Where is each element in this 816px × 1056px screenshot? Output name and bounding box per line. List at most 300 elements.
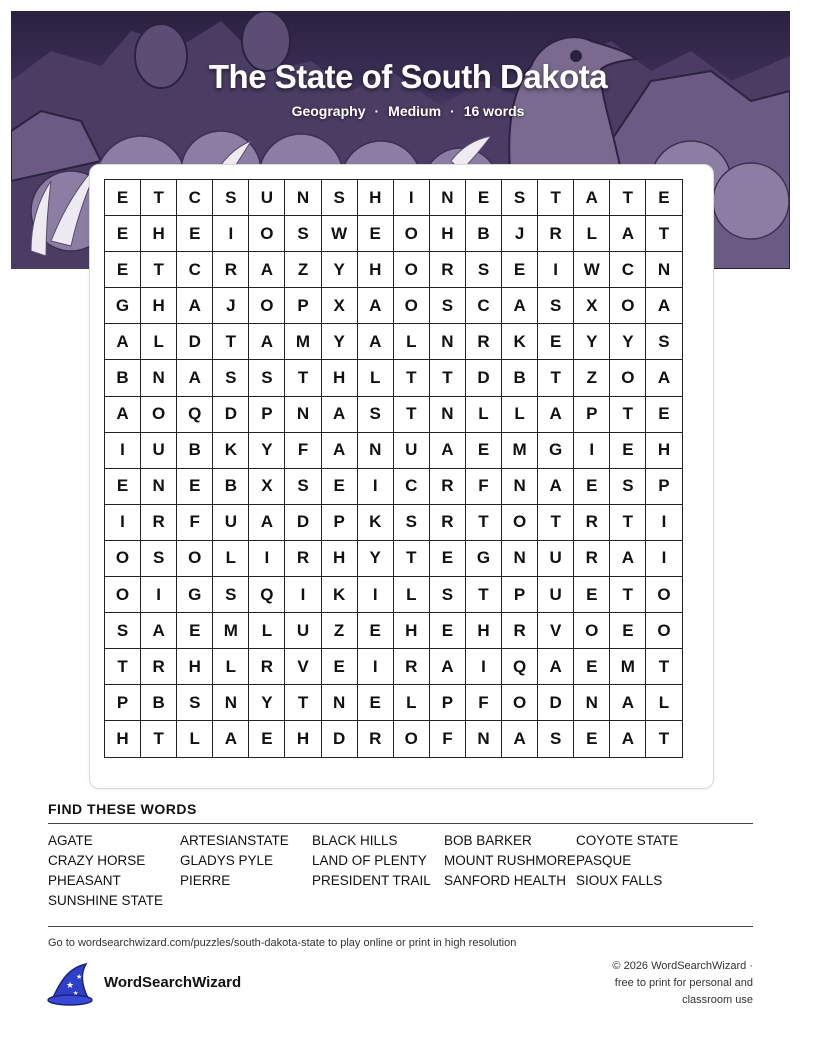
- grid-row: [105, 540, 683, 576]
- grid-cell[interactable]: S: [249, 360, 285, 396]
- grid-row: [105, 288, 683, 324]
- grid-row: [105, 252, 683, 288]
- word-list-item: GLADYS PYLE: [180, 853, 274, 868]
- grid-cell[interactable]: K: [213, 432, 249, 468]
- grid-cell[interactable]: F: [177, 504, 213, 540]
- grid-cell[interactable]: A: [502, 721, 538, 757]
- grid-cell[interactable]: U: [393, 432, 429, 468]
- grid-cell[interactable]: S: [538, 288, 574, 324]
- word-list-heading: FIND THESE WORDS: [48, 801, 197, 817]
- grid-cell[interactable]: R: [213, 252, 249, 288]
- grid-cell[interactable]: O: [177, 540, 213, 576]
- grid-cell[interactable]: A: [610, 685, 646, 721]
- grid-cell[interactable]: K: [502, 324, 538, 360]
- grid-cell[interactable]: A: [105, 396, 141, 432]
- grid-cell[interactable]: K: [357, 504, 393, 540]
- grid-cell[interactable]: T: [646, 721, 682, 757]
- grid-cell[interactable]: Z: [574, 360, 610, 396]
- grid-cell[interactable]: A: [646, 360, 682, 396]
- grid-cell[interactable]: A: [538, 396, 574, 432]
- grid-cell[interactable]: B: [141, 685, 177, 721]
- grid-cell[interactable]: A: [249, 252, 285, 288]
- grid-cell[interactable]: U: [213, 504, 249, 540]
- grid-cell[interactable]: A: [538, 649, 574, 685]
- grid-cell[interactable]: I: [357, 468, 393, 504]
- grid-cell[interactable]: E: [105, 252, 141, 288]
- grid-cell[interactable]: T: [105, 649, 141, 685]
- grid-cell[interactable]: B: [502, 360, 538, 396]
- grid-cell[interactable]: T: [141, 252, 177, 288]
- grid-cell[interactable]: R: [574, 504, 610, 540]
- grid-row: [105, 613, 683, 649]
- grid-cell[interactable]: Z: [285, 252, 321, 288]
- grid-cell[interactable]: S: [177, 685, 213, 721]
- word-list-item: ARTESIANSTATE: [180, 833, 289, 848]
- word-list-divider: [48, 823, 753, 824]
- grid-cell[interactable]: S: [465, 252, 501, 288]
- word-count-label: 16 words: [463, 103, 525, 119]
- grid-cell[interactable]: I: [646, 504, 682, 540]
- grid-cell[interactable]: Y: [610, 324, 646, 360]
- grid-cell[interactable]: B: [105, 360, 141, 396]
- grid-cell[interactable]: H: [105, 721, 141, 757]
- grid-cell[interactable]: L: [646, 685, 682, 721]
- grid-cell[interactable]: O: [646, 577, 682, 613]
- footer-divider: [48, 926, 753, 927]
- grid-cell[interactable]: T: [141, 180, 177, 216]
- grid-cell[interactable]: G: [465, 540, 501, 576]
- grid-cell[interactable]: S: [502, 180, 538, 216]
- grid-cell[interactable]: S: [429, 577, 465, 613]
- puzzle-title: The State of South Dakota: [208, 58, 608, 95]
- grid-cell[interactable]: C: [393, 468, 429, 504]
- grid-cell[interactable]: B: [213, 468, 249, 504]
- grid-cell[interactable]: V: [538, 613, 574, 649]
- grid-cell[interactable]: S: [538, 721, 574, 757]
- grid-cell[interactable]: T: [646, 216, 682, 252]
- grid-cell[interactable]: E: [177, 216, 213, 252]
- grid-cell[interactable]: E: [465, 432, 501, 468]
- grid-cell[interactable]: E: [646, 180, 682, 216]
- grid-cell[interactable]: L: [141, 324, 177, 360]
- grid-cell[interactable]: L: [502, 396, 538, 432]
- grid-row: [105, 577, 683, 613]
- grid-cell[interactable]: W: [574, 252, 610, 288]
- grid-cell[interactable]: T: [429, 360, 465, 396]
- grid-cell[interactable]: L: [465, 396, 501, 432]
- grid-cell[interactable]: H: [177, 649, 213, 685]
- grid-cell[interactable]: E: [357, 613, 393, 649]
- word-list-item: PRESIDENT TRAIL: [312, 873, 431, 888]
- grid-cell[interactable]: A: [249, 504, 285, 540]
- grid-cell[interactable]: H: [321, 360, 357, 396]
- grid-cell[interactable]: M: [610, 649, 646, 685]
- grid-cell[interactable]: T: [538, 504, 574, 540]
- grid-cell[interactable]: A: [249, 324, 285, 360]
- word-list-item: BOB BARKER: [444, 833, 532, 848]
- grid-cell[interactable]: O: [574, 613, 610, 649]
- grid-cell[interactable]: T: [465, 504, 501, 540]
- grid-cell[interactable]: C: [465, 288, 501, 324]
- grid-cell[interactable]: S: [213, 360, 249, 396]
- grid-cell[interactable]: M: [285, 324, 321, 360]
- grid-cell[interactable]: S: [213, 577, 249, 613]
- grid-cell[interactable]: H: [321, 540, 357, 576]
- grid-cell[interactable]: R: [574, 540, 610, 576]
- grid-cell[interactable]: U: [141, 432, 177, 468]
- grid-cell[interactable]: O: [393, 216, 429, 252]
- grid-cell[interactable]: N: [429, 324, 465, 360]
- grid-cell[interactable]: A: [357, 324, 393, 360]
- grid-cell[interactable]: S: [285, 216, 321, 252]
- grid-cell[interactable]: E: [610, 613, 646, 649]
- grid-cell[interactable]: S: [213, 180, 249, 216]
- grid-cell[interactable]: E: [105, 468, 141, 504]
- grid-cell[interactable]: G: [105, 288, 141, 324]
- grid-cell[interactable]: A: [538, 468, 574, 504]
- grid-row: [105, 721, 683, 757]
- grid-cell[interactable]: N: [357, 432, 393, 468]
- word-list-item: PIERRE: [180, 873, 231, 888]
- grid-cell[interactable]: I: [646, 540, 682, 576]
- grid-cell[interactable]: O: [502, 685, 538, 721]
- grid-cell[interactable]: D: [285, 504, 321, 540]
- grid-cell[interactable]: A: [177, 288, 213, 324]
- grid-row: [105, 468, 683, 504]
- grid-cell[interactable]: N: [213, 685, 249, 721]
- grid-cell[interactable]: E: [177, 468, 213, 504]
- copyright-line: free to print for personal and: [614, 977, 753, 989]
- grid-row: [105, 216, 683, 252]
- grid-cell[interactable]: T: [610, 180, 646, 216]
- grid-cell[interactable]: E: [574, 468, 610, 504]
- grid-cell[interactable]: S: [646, 324, 682, 360]
- brand-name: WordSearchWizard: [104, 974, 242, 991]
- grid-cell[interactable]: I: [105, 432, 141, 468]
- word-list-item: COYOTE STATE: [576, 833, 679, 848]
- grid-cell[interactable]: F: [465, 468, 501, 504]
- grid-cell[interactable]: F: [429, 721, 465, 757]
- grid-cell[interactable]: O: [141, 396, 177, 432]
- grid-cell[interactable]: I: [393, 180, 429, 216]
- grid-cell[interactable]: T: [646, 649, 682, 685]
- grid-cell[interactable]: P: [249, 396, 285, 432]
- grid-cell[interactable]: I: [574, 432, 610, 468]
- grid-cell[interactable]: E: [574, 649, 610, 685]
- grid-cell[interactable]: M: [213, 613, 249, 649]
- grid-cell[interactable]: Y: [249, 432, 285, 468]
- meta-separator: ·: [374, 103, 380, 119]
- grid-cell[interactable]: P: [429, 685, 465, 721]
- grid-cell[interactable]: L: [393, 577, 429, 613]
- grid-cell[interactable]: E: [538, 324, 574, 360]
- grid-row: [105, 396, 683, 432]
- word-list-item: PASQUE: [576, 853, 632, 868]
- grid-cell[interactable]: A: [141, 613, 177, 649]
- grid-cell[interactable]: D: [177, 324, 213, 360]
- grid-cell[interactable]: O: [393, 252, 429, 288]
- grid-cell[interactable]: K: [321, 577, 357, 613]
- grid-cell[interactable]: E: [321, 649, 357, 685]
- grid-cell[interactable]: A: [429, 649, 465, 685]
- grid-cell[interactable]: O: [646, 613, 682, 649]
- grid-cell[interactable]: D: [465, 360, 501, 396]
- grid-cell[interactable]: E: [177, 613, 213, 649]
- svg-text:★: ★: [76, 973, 83, 981]
- grid-row: [105, 432, 683, 468]
- grid-cell[interactable]: L: [574, 216, 610, 252]
- grid-cell[interactable]: I: [465, 649, 501, 685]
- grid-cell[interactable]: I: [141, 577, 177, 613]
- grid-cell[interactable]: E: [465, 180, 501, 216]
- grid-cell[interactable]: B: [177, 432, 213, 468]
- grid-cell[interactable]: S: [141, 540, 177, 576]
- grid-cell[interactable]: A: [429, 432, 465, 468]
- grid-cell[interactable]: R: [429, 468, 465, 504]
- grid-cell[interactable]: R: [538, 216, 574, 252]
- grid-cell[interactable]: L: [249, 613, 285, 649]
- grid-cell[interactable]: Z: [321, 613, 357, 649]
- grid-cell[interactable]: A: [610, 540, 646, 576]
- grid-cell[interactable]: E: [357, 216, 393, 252]
- grid-cell[interactable]: N: [321, 685, 357, 721]
- grid-cell[interactable]: S: [357, 396, 393, 432]
- grid-cell[interactable]: I: [105, 504, 141, 540]
- grid-cell[interactable]: E: [105, 216, 141, 252]
- grid-cell[interactable]: A: [610, 721, 646, 757]
- grid-cell[interactable]: N: [141, 468, 177, 504]
- grid-cell[interactable]: H: [646, 432, 682, 468]
- grid-cell[interactable]: U: [285, 613, 321, 649]
- grid-cell[interactable]: D: [538, 685, 574, 721]
- grid-cell[interactable]: R: [141, 504, 177, 540]
- grid-cell[interactable]: O: [393, 721, 429, 757]
- grid-cell[interactable]: A: [610, 216, 646, 252]
- grid-cell[interactable]: L: [177, 721, 213, 757]
- grid-cell[interactable]: R: [249, 649, 285, 685]
- grid-cell[interactable]: W: [321, 216, 357, 252]
- category-label: Geography: [291, 103, 366, 119]
- grid-cell[interactable]: S: [610, 468, 646, 504]
- grid-cell[interactable]: I: [249, 540, 285, 576]
- grid-cell[interactable]: R: [465, 324, 501, 360]
- grid-cell[interactable]: O: [249, 288, 285, 324]
- grid-cell[interactable]: E: [429, 613, 465, 649]
- grid-cell[interactable]: Y: [321, 324, 357, 360]
- grid-cell[interactable]: L: [357, 360, 393, 396]
- grid-cell[interactable]: T: [393, 540, 429, 576]
- grid-cell[interactable]: H: [141, 216, 177, 252]
- grid-cell[interactable]: T: [538, 180, 574, 216]
- grid-cell[interactable]: E: [502, 252, 538, 288]
- word-list-item: SUNSHINE STATE: [48, 893, 164, 908]
- grid-cell[interactable]: T: [141, 721, 177, 757]
- grid-cell[interactable]: T: [393, 396, 429, 432]
- grid-cell[interactable]: E: [574, 721, 610, 757]
- grid-cell[interactable]: S: [393, 504, 429, 540]
- grid-cell[interactable]: T: [213, 324, 249, 360]
- grid-cell[interactable]: A: [321, 396, 357, 432]
- grid-cell[interactable]: C: [177, 180, 213, 216]
- grid-cell[interactable]: I: [357, 649, 393, 685]
- grid-cell[interactable]: S: [321, 180, 357, 216]
- grid-cell[interactable]: H: [141, 288, 177, 324]
- grid-cell[interactable]: N: [465, 721, 501, 757]
- grid-cell[interactable]: A: [646, 288, 682, 324]
- grid-cell[interactable]: Y: [249, 685, 285, 721]
- grid-cell[interactable]: O: [105, 577, 141, 613]
- grid-cell[interactable]: H: [357, 252, 393, 288]
- grid-cell[interactable]: T: [285, 360, 321, 396]
- grid-cell[interactable]: E: [610, 432, 646, 468]
- grid-cell[interactable]: S: [105, 613, 141, 649]
- grid-cell[interactable]: A: [321, 432, 357, 468]
- grid-cell[interactable]: H: [429, 216, 465, 252]
- grid-cell[interactable]: P: [105, 685, 141, 721]
- grid-cell[interactable]: A: [213, 721, 249, 757]
- grid-cell[interactable]: X: [321, 288, 357, 324]
- grid-cell[interactable]: O: [105, 540, 141, 576]
- grid-cell[interactable]: B: [465, 216, 501, 252]
- grid-cell[interactable]: C: [610, 252, 646, 288]
- grid-cell[interactable]: R: [502, 613, 538, 649]
- grid-cell[interactable]: G: [177, 577, 213, 613]
- grid-row: [105, 180, 683, 216]
- grid-cell[interactable]: R: [393, 649, 429, 685]
- grid-cell[interactable]: J: [502, 216, 538, 252]
- grid-cell[interactable]: Y: [357, 540, 393, 576]
- grid-cell[interactable]: H: [393, 613, 429, 649]
- grid-cell[interactable]: T: [538, 360, 574, 396]
- word-list-item: CRAZY HORSE: [48, 853, 146, 868]
- grid-cell[interactable]: J: [213, 288, 249, 324]
- grid-cell[interactable]: Q: [502, 649, 538, 685]
- grid-cell[interactable]: E: [574, 577, 610, 613]
- word-list-item: BLACK HILLS: [312, 833, 398, 848]
- grid-cell[interactable]: S: [429, 288, 465, 324]
- grid-cell[interactable]: L: [393, 685, 429, 721]
- grid-row: [105, 685, 683, 721]
- grid-cell[interactable]: X: [249, 468, 285, 504]
- grid-cell[interactable]: T: [465, 577, 501, 613]
- grid-cell[interactable]: I: [213, 216, 249, 252]
- grid-cell[interactable]: L: [213, 540, 249, 576]
- grid-cell[interactable]: F: [465, 685, 501, 721]
- grid-cell[interactable]: E: [249, 721, 285, 757]
- grid-cell[interactable]: P: [321, 504, 357, 540]
- grid-cell[interactable]: G: [538, 432, 574, 468]
- grid-cell[interactable]: A: [177, 360, 213, 396]
- grid-cell[interactable]: O: [610, 288, 646, 324]
- svg-text:★: ★: [73, 990, 79, 997]
- grid-cell[interactable]: C: [177, 252, 213, 288]
- grid-cell[interactable]: I: [538, 252, 574, 288]
- grid-cell[interactable]: A: [357, 288, 393, 324]
- grid-cell[interactable]: P: [502, 577, 538, 613]
- grid-cell[interactable]: T: [285, 685, 321, 721]
- grid-cell[interactable]: I: [285, 577, 321, 613]
- grid-cell[interactable]: A: [502, 288, 538, 324]
- grid-cell[interactable]: H: [465, 613, 501, 649]
- grid-cell[interactable]: H: [357, 180, 393, 216]
- grid-cell[interactable]: Y: [574, 324, 610, 360]
- grid-cell[interactable]: T: [610, 577, 646, 613]
- play-online-link[interactable]: Go to wordsearchwizard.com/puzzles/south-dakota-state to play online or print in high resolution: [48, 937, 517, 949]
- grid-cell[interactable]: S: [285, 468, 321, 504]
- grid-cell[interactable]: N: [141, 360, 177, 396]
- grid-cell[interactable]: P: [646, 468, 682, 504]
- word-list-item: PHEASANT: [48, 873, 121, 888]
- grid-cell[interactable]: E: [646, 396, 682, 432]
- grid-cell[interactable]: A: [105, 324, 141, 360]
- grid-cell[interactable]: T: [610, 504, 646, 540]
- grid-cell[interactable]: R: [429, 252, 465, 288]
- grid-row: [105, 649, 683, 685]
- grid-cell[interactable]: R: [429, 504, 465, 540]
- grid-cell[interactable]: N: [502, 540, 538, 576]
- grid-cell[interactable]: H: [285, 721, 321, 757]
- grid-cell[interactable]: M: [502, 432, 538, 468]
- copyright-line: classroom use: [682, 994, 753, 1006]
- grid-row: [105, 324, 683, 360]
- grid-cell[interactable]: T: [610, 396, 646, 432]
- grid-cell[interactable]: R: [141, 649, 177, 685]
- grid-cell[interactable]: O: [502, 504, 538, 540]
- word-list-item: AGATE: [48, 833, 93, 848]
- grid-cell[interactable]: N: [502, 468, 538, 504]
- grid-cell[interactable]: E: [321, 468, 357, 504]
- grid-cell[interactable]: R: [285, 540, 321, 576]
- grid-cell[interactable]: P: [285, 288, 321, 324]
- grid-cell[interactable]: N: [429, 396, 465, 432]
- grid-cell[interactable]: D: [321, 721, 357, 757]
- grid-cell[interactable]: R: [357, 721, 393, 757]
- grid-cell[interactable]: T: [393, 360, 429, 396]
- grid-cell[interactable]: N: [574, 685, 610, 721]
- grid-cell[interactable]: F: [285, 432, 321, 468]
- grid-cell[interactable]: N: [429, 180, 465, 216]
- grid-cell[interactable]: Q: [249, 577, 285, 613]
- grid-cell[interactable]: V: [285, 649, 321, 685]
- grid-cell[interactable]: U: [538, 577, 574, 613]
- grid-cell[interactable]: Q: [177, 396, 213, 432]
- grid-cell[interactable]: U: [538, 540, 574, 576]
- grid-cell[interactable]: E: [357, 685, 393, 721]
- grid-cell[interactable]: E: [105, 180, 141, 216]
- grid-cell[interactable]: N: [285, 180, 321, 216]
- svg-text:★: ★: [66, 981, 75, 991]
- letter-grid[interactable]: [104, 179, 683, 758]
- grid-cell[interactable]: I: [357, 577, 393, 613]
- grid-cell[interactable]: U: [249, 180, 285, 216]
- difficulty-label: Medium: [388, 103, 442, 119]
- grid-cell[interactable]: E: [429, 540, 465, 576]
- grid-cell[interactable]: N: [646, 252, 682, 288]
- grid-cell[interactable]: L: [393, 324, 429, 360]
- wizard-hat-icon: [46, 962, 94, 1006]
- grid-cell[interactable]: O: [249, 216, 285, 252]
- grid-cell[interactable]: P: [574, 396, 610, 432]
- grid-cell[interactable]: N: [285, 396, 321, 432]
- grid-cell[interactable]: D: [213, 396, 249, 432]
- grid-cell[interactable]: X: [574, 288, 610, 324]
- grid-cell[interactable]: O: [393, 288, 429, 324]
- grid-cell[interactable]: L: [213, 649, 249, 685]
- grid-cell[interactable]: A: [574, 180, 610, 216]
- word-list-item: SIOUX FALLS: [576, 873, 663, 888]
- grid-cell[interactable]: Y: [321, 252, 357, 288]
- grid-cell[interactable]: O: [610, 360, 646, 396]
